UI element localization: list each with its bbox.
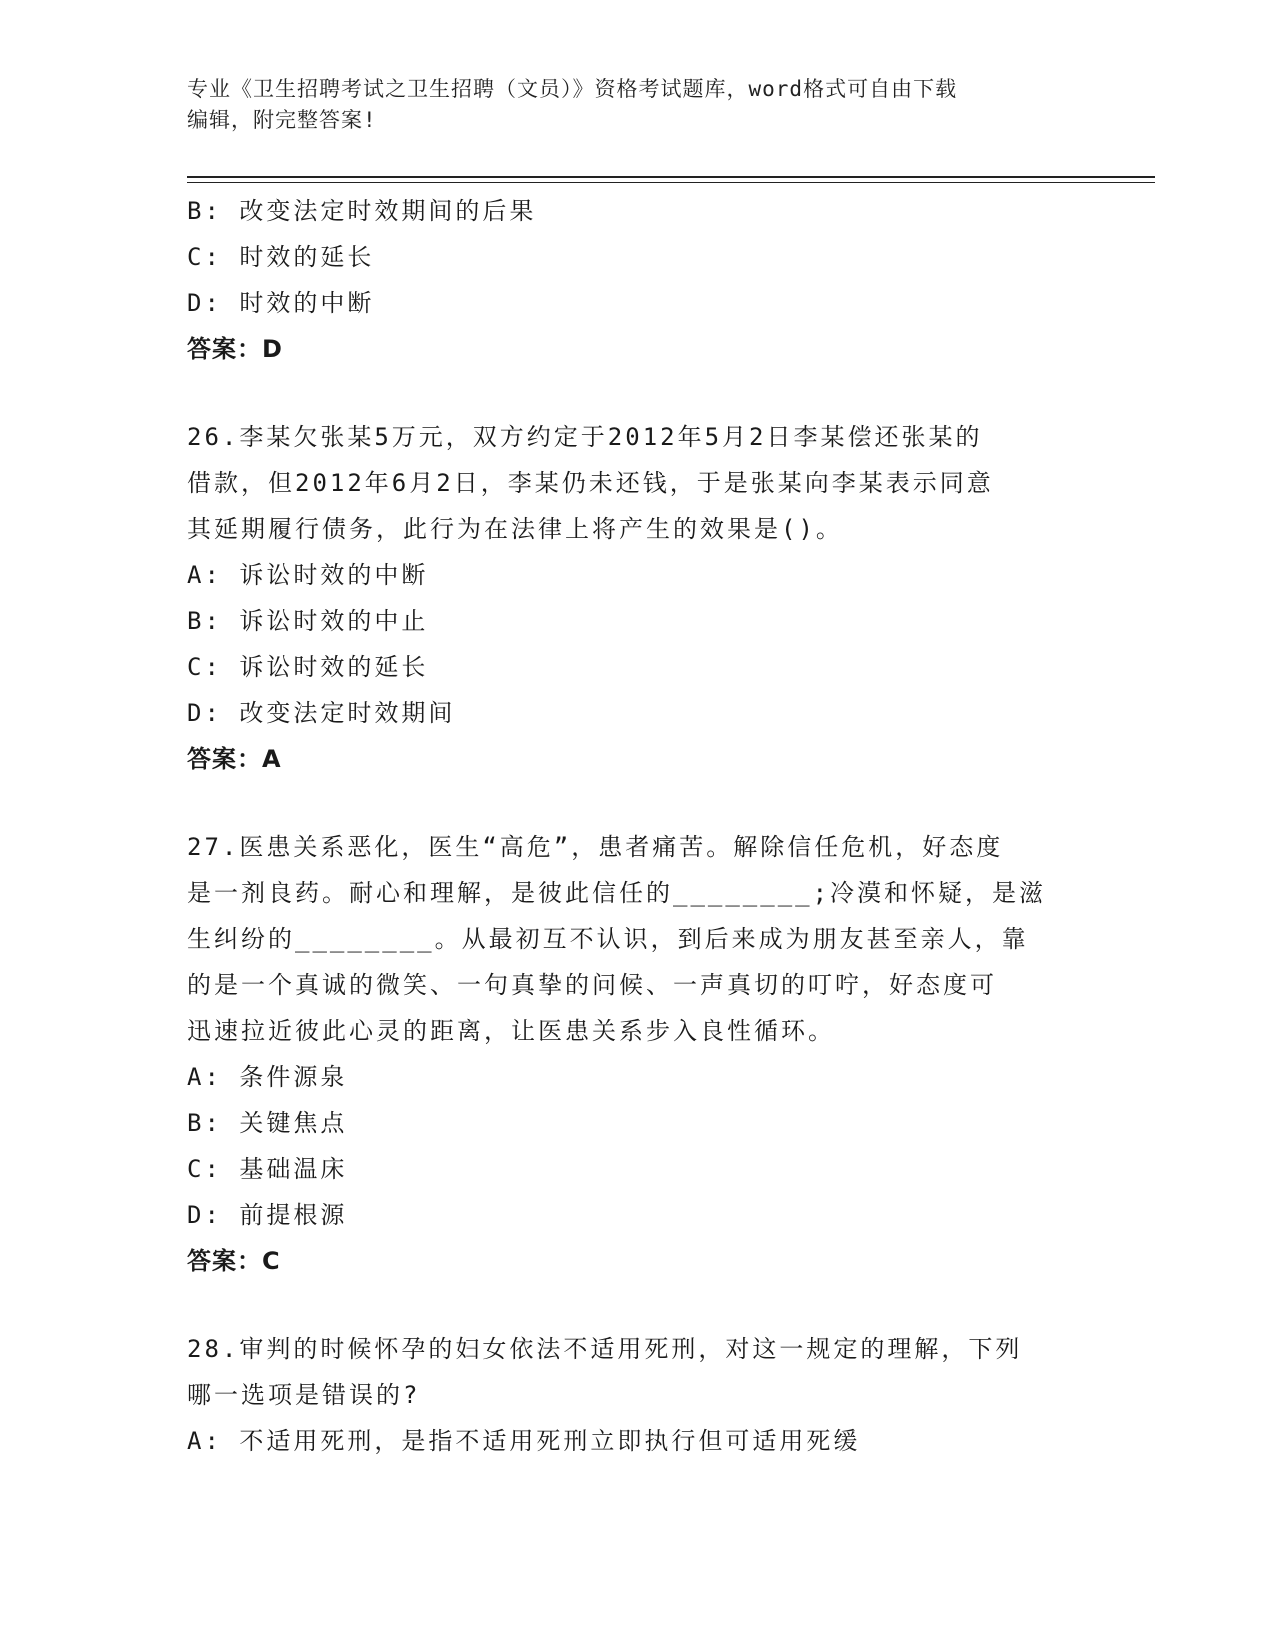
question-text-line: 28.审判的时候怀孕的妇女依法不适用死刑，对这一规定的理解，下列 [187,1335,1023,1363]
document-header [187,74,1067,136]
spacer [187,1284,1087,1326]
question-text-line: 迅速拉近彼此心灵的距离，让医患关系步入良性循环。 [187,1017,835,1045]
question-text-line: 的是一个真诚的微笑、一句真挚的问候、一声真切的叮咛，好态度可 [187,971,997,999]
answer-line: 答案：C [187,1247,281,1275]
spacer [187,782,1087,824]
option-d: D: 前提根源 [187,1201,348,1229]
option-a: A: 条件源泉 [187,1063,348,1091]
option-c: C: 诉讼时效的延长 [187,653,429,681]
option-c: C: 基础温床 [187,1155,348,1183]
question-text-line: 26.李某欠张某5万元，双方约定于2012年5月2日李某偿还张某的 [187,423,983,451]
question-28 [187,1326,1087,1464]
question-content [187,188,1087,1464]
question-25-continued [187,188,1087,372]
spacer [187,372,1087,414]
question-text-line: 其延期履行债务，此行为在法律上将产生的效果是()。 [187,515,843,543]
answer-line: 答案：A [187,745,282,773]
option-b: B: 关键焦点 [187,1109,348,1137]
option-a: A: 诉讼时效的中断 [187,561,429,589]
header-line-1: 专业《卫生招聘考试之卫生招聘（文员）》资格考试题库，word格式可自由下载 [187,77,958,101]
question-text-line: 是一剂良药。耐心和理解，是彼此信任的________;冷漠和怀疑，是滋 [187,879,1047,907]
option-d: D: 时效的中断 [187,289,375,317]
answer-line: 答案：D [187,335,283,363]
question-27 [187,824,1087,1284]
option-b: B: 诉讼时效的中止 [187,607,429,635]
question-26 [187,414,1087,782]
option-c: C: 时效的延长 [187,243,375,271]
question-text-line: 借款，但2012年6月2日，李某仍未还钱，于是张某向李某表示同意 [187,469,994,497]
option-a: A: 不适用死刑，是指不适用死刑立即执行但可适用死缓 [187,1427,861,1455]
question-text-line: 27.医患关系恶化，医生“高危”，患者痛苦。解除信任危机，好态度 [187,833,1004,861]
question-text-line: 生纠纷的________。从最初互不认识，到后来成为朋友甚至亲人，靠 [187,925,1029,953]
header-line-2: 编辑，附完整答案! [187,108,377,132]
option-d: D: 改变法定时效期间 [187,699,456,727]
option-b: B: 改变法定时效期间的后果 [187,197,537,225]
question-text-line: 哪一选项是错误的? [187,1381,421,1409]
header-divider-thick [187,176,1155,178]
header-divider-thin [187,182,1155,183]
